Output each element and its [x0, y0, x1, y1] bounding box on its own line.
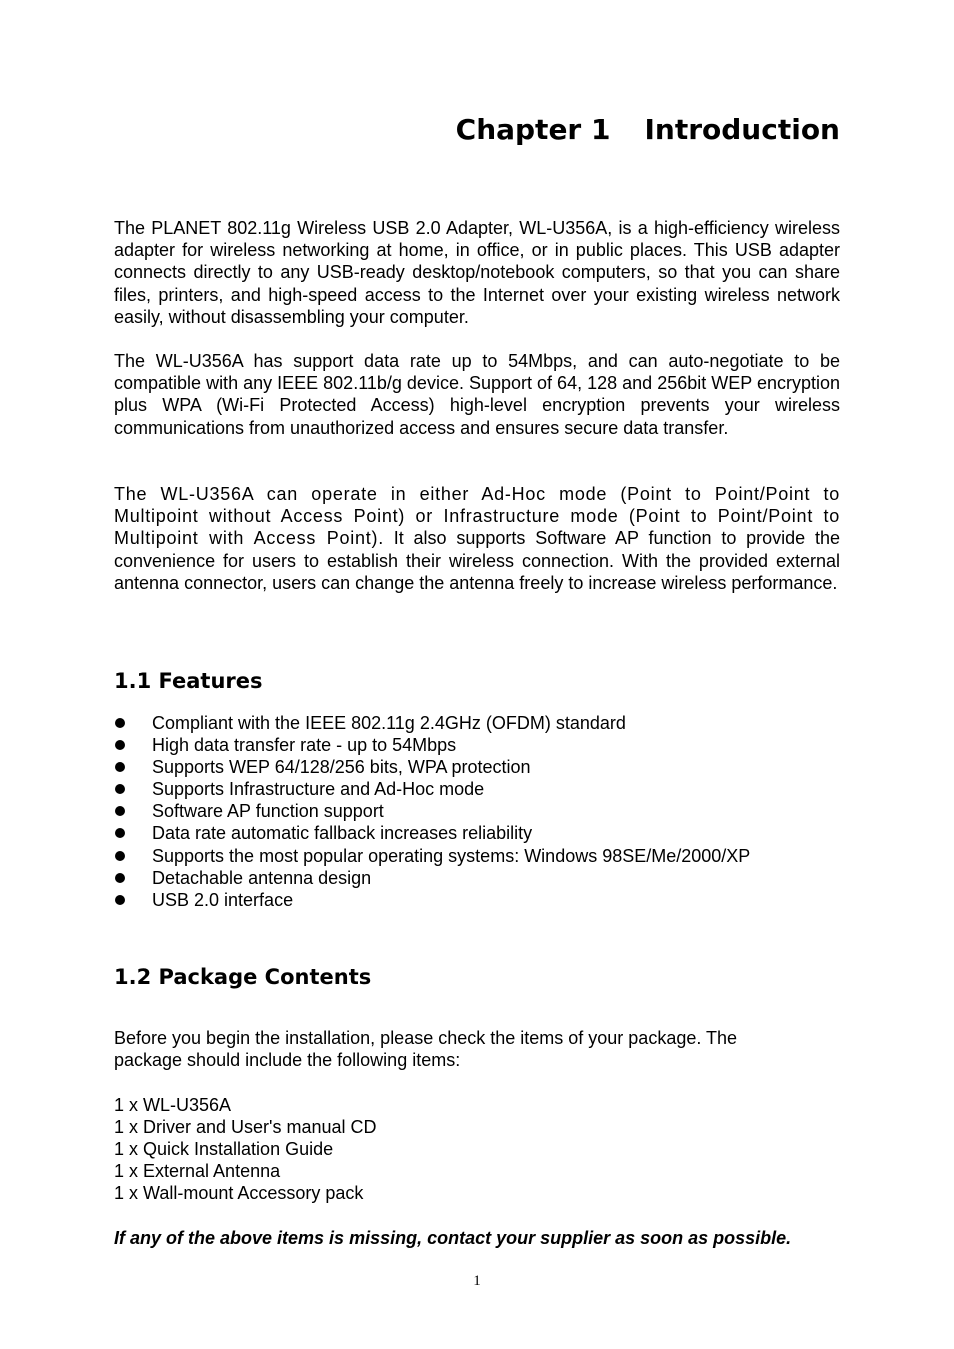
intro-paragraph-3-modes: The WL-U356A can operate in either Ad-Hoc mode (Point to Point/Point to Multipoint without Access Point) or Infrastructure mode (Point to Point/Point to Multipoint with Access Point). — [114, 484, 840, 549]
bullet-icon — [115, 718, 125, 728]
missing-items-warning: If any of the above items is missing, contact your supplier as soon as possible. — [114, 1228, 792, 1248]
bullet-icon — [115, 806, 125, 816]
bullet-icon — [115, 762, 125, 772]
list-item: 1 x Wall-mount Accessory pack — [114, 1183, 364, 1204]
bullet-icon — [115, 828, 125, 838]
bullet-icon — [115, 895, 125, 905]
bullet-icon — [115, 740, 125, 750]
package-intro-line: Before you begin the installation, please check the items of your package. The — [114, 1028, 738, 1048]
package-heading: 1.2 Package Contents — [114, 965, 372, 989]
list-item: 1 x Driver and User's manual CD — [114, 1117, 377, 1138]
intro-paragraph-3-rest: It also supports Software AP function to provide the convenience for users to establish their wireless connection. With the provided external antenna connector, users can change the antenna freely to increase wireless performance. — [114, 528, 840, 593]
chapter-title — [456, 112, 840, 148]
bullet-icon — [115, 784, 125, 794]
features-heading: 1.1 Features — [114, 669, 263, 693]
intro-paragraph-1: The PLANET 802.11g Wireless USB 2.0 Adapter, WL-U356A, is a high-efficiency wireless adapter for wireless networking at home, in office, or in public places. This USB adapter connects directly to any USB-ready desktop/notebook computers, so that you can share files, printers, and high-speed access to the Internet over your existing wireless network easily, without disassembling your computer. — [114, 218, 840, 327]
list-item: 1 x Quick Installation Guide — [114, 1139, 334, 1160]
bullet-icon — [115, 851, 125, 861]
list-item: 1 x WL-U356A — [114, 1095, 232, 1115]
intro-paragraph-2: The WL-U356A has support data rate up to 54Mbps, and can auto-negotiate to be compatible with any IEEE 802.11b/g device. Support of 64, 128 and 256bit WEP encryption plus WPA (Wi-Fi Protected Access) high-level encryption prevents your wireless communications from unauthorized access and ensures secure data transfer. — [114, 351, 840, 438]
page-number: 1 — [473, 1273, 481, 1289]
package-intro-line: package should include the following items: — [114, 1050, 461, 1071]
chapter-label: Chapter 1 — [455, 113, 611, 146]
bullet-icon — [115, 873, 125, 883]
package-items-list — [114, 1094, 377, 1204]
intro-paragraph-3 — [114, 483, 840, 594]
list-item: 1 x External Antenna — [114, 1161, 281, 1182]
package-intro — [114, 1027, 737, 1071]
chapter-name: Introduction — [644, 113, 840, 146]
